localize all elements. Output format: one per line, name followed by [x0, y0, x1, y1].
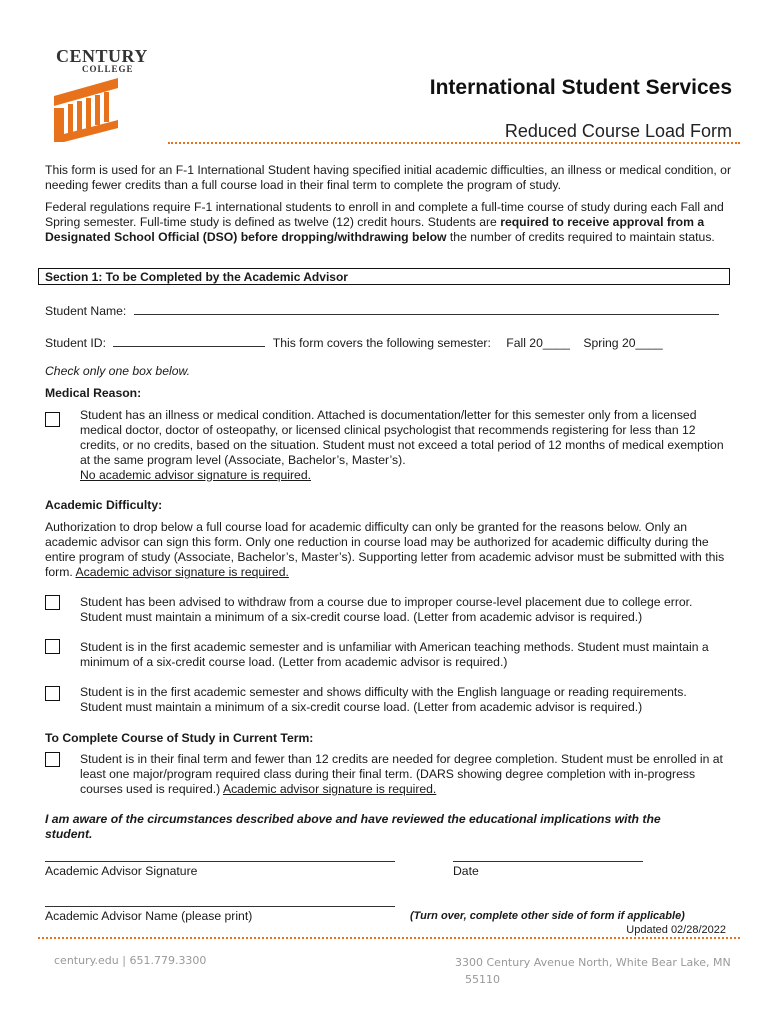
- footer-address: [455, 954, 731, 988]
- logo-wordmark: CENTURY: [56, 46, 148, 66]
- academic-signature-note: Academic advisor signature is required.: [75, 565, 289, 579]
- academic-intro: [45, 520, 735, 580]
- intro-paragraph: This form is used for an F-1 International Student having specified initial academic difficulties, an illness or medical condition, or needing fewer credits than a full course load in their final term to complete the program of study.: [45, 163, 732, 192]
- spring-semester-field[interactable]: Spring 20____: [583, 336, 663, 350]
- date-line[interactable]: [453, 861, 643, 862]
- page-title: International Student Services: [429, 76, 732, 99]
- advisor-name-label: Academic Advisor Name (please print): [45, 909, 253, 923]
- final-term-heading: To Complete Course of Study in Current Term:: [45, 731, 314, 745]
- final-term-text: Student is in their final term and fewer than 12 credits are needed for degree completion. Student must be enrolled in at least one major/program required class during their final term. (DARS showing degree completion with in-progress courses used is required.): [80, 752, 723, 796]
- final-term-signature-note: Academic advisor signature is required.: [222, 782, 437, 796]
- advisor-signature-label: Academic Advisor Signature: [45, 864, 198, 878]
- student-id-field[interactable]: [113, 334, 265, 347]
- medical-description: [80, 408, 730, 483]
- footer-address-line1: 3300 Century Avenue North, White Bear Lake, MN: [455, 956, 731, 969]
- header-divider: [168, 142, 740, 144]
- student-name-label: Student Name:: [45, 304, 127, 318]
- semester-label: This form covers the following semester:: [272, 336, 491, 350]
- medical-note: No academic advisor signature is required.: [80, 468, 311, 482]
- academic-option-3-checkbox[interactable]: [45, 686, 60, 701]
- federal-paragraph: [45, 200, 735, 245]
- federal-text-1: Federal regulations require F-1 international students to enroll in and complete a full-time course of study during each Fall and Spring semester. Full-time study is defined as twelve (12) credit hours. Students are: [45, 200, 724, 229]
- final-term-checkbox[interactable]: [45, 752, 60, 767]
- academic-option-1: Student has been advised to withdraw from a course due to improper course-level placement due to college error. Student must maintain a minimum of a six-credit course load. (Letter from academic advisor is required.): [80, 595, 693, 624]
- check-instruction: Check only one box below.: [45, 364, 190, 378]
- acknowledgement: I am aware of the circumstances described above and have reviewed the educational implications with the student.: [45, 812, 661, 841]
- academic-option-3: Student is in the first academic semester and shows difficulty with the English language or reading requirements. Student must maintain a minimum of a six-credit course load. (Letter from academic advisor is required.): [80, 685, 687, 714]
- medical-text: Student has an illness or medical condition. Attached is documentation/letter for this semester only from a licensed medical doctor, doctor of osteopathy, or licensed clinical psychologist that recommends registering for less than 12 credits, or no credits, based on the situation. Student must not exceed a total period of 12 months of medical exemption at the same program level (Associate, Bachelor’s, Master’s).: [80, 408, 724, 467]
- student-id-label: Student ID:: [45, 336, 106, 350]
- academic-option-2: Student is in the first academic semester and is unfamiliar with American teaching methods. Student must maintain a minimum of a six-credit course load. (Letter from academic advisor is required.): [80, 640, 709, 669]
- footer-address-line2: 55110: [465, 973, 500, 986]
- section-1-header: Section 1: To be Completed by the Academic Advisor: [38, 268, 730, 285]
- federal-text-2: the number of credits required to maintain status.: [446, 230, 715, 244]
- fall-semester-field[interactable]: Fall 20____: [506, 336, 570, 350]
- academic-option-2-checkbox[interactable]: [45, 639, 60, 654]
- medical-checkbox[interactable]: [45, 412, 60, 427]
- student-id-row: [45, 334, 663, 350]
- medical-heading: Medical Reason:: [45, 386, 142, 400]
- building-icon: [50, 74, 122, 144]
- academic-intro-text: Authorization to drop below a full course load for academic difficulty can only be granted for the reasons below. Only an academic advisor can sign this form. Only one reduction in course load may be authorized for academic difficulty during the entire program of study (Associate, Bachelor’s, Master’s). Supporting letter from academic advisor must be submitted with this form.: [45, 520, 725, 579]
- advisor-signature-line[interactable]: [45, 861, 395, 862]
- final-term-description: [80, 752, 730, 797]
- date-label: Date: [453, 864, 479, 878]
- college-logo: [50, 44, 148, 144]
- academic-option-1-checkbox[interactable]: [45, 595, 60, 610]
- logo-subtitle: COLLEGE: [82, 64, 134, 74]
- footer-contact: century.edu | 651.779.3300: [54, 954, 207, 967]
- turn-over-note: (Turn over, complete other side of form if applicable): [410, 910, 685, 922]
- academic-heading: Academic Difficulty:: [45, 498, 163, 512]
- federal-emphasis: required to receive approval from a Designated School Official (DSO) before dropping/withdrawing below: [45, 215, 705, 244]
- student-name-field[interactable]: [134, 302, 719, 315]
- updated-date: Updated 02/28/2022: [626, 924, 726, 936]
- form-title: Reduced Course Load Form: [504, 121, 732, 141]
- student-name-row: [45, 302, 719, 318]
- footer-divider: [38, 937, 740, 939]
- advisor-name-line[interactable]: [45, 906, 395, 907]
